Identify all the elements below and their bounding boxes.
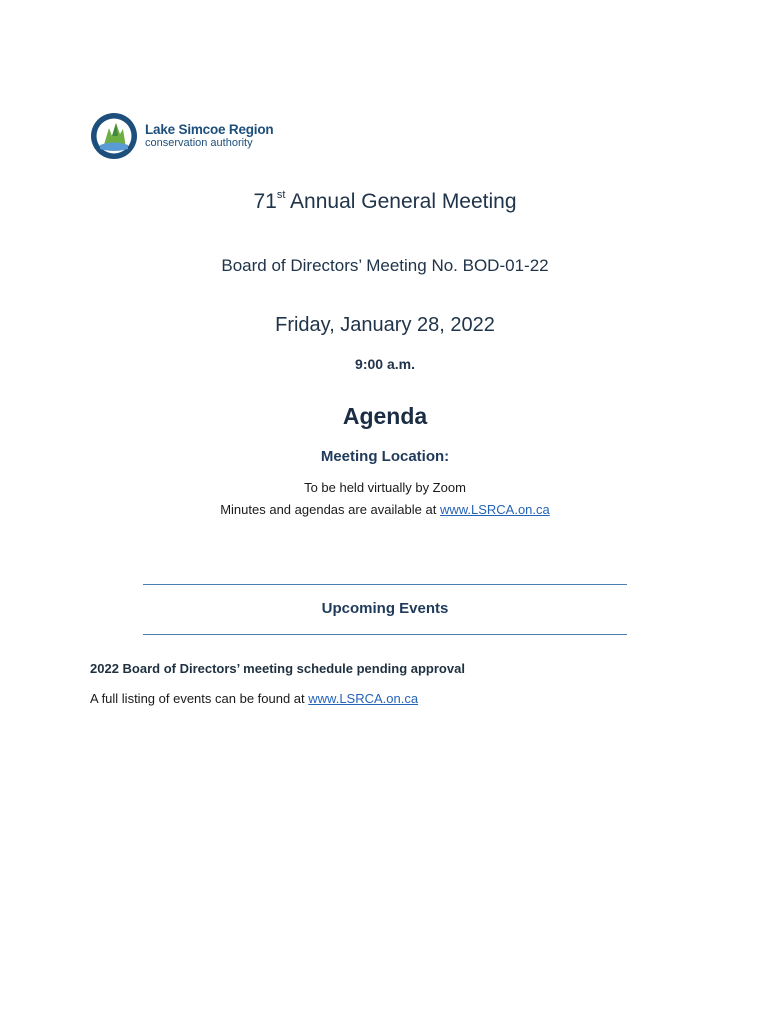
lsrca-logo-icon xyxy=(90,112,138,160)
divider-top xyxy=(143,584,627,585)
availability-text: Minutes and agendas are available at xyxy=(220,502,440,517)
meeting-location-heading: Meeting Location: xyxy=(320,448,450,465)
meeting-title xyxy=(0,190,770,214)
logo-subtitle: conservation authority xyxy=(145,136,253,149)
events-listing-line xyxy=(90,691,418,706)
title-text: Annual General Meeting xyxy=(285,190,517,213)
logo-name: Lake Simcoe Region xyxy=(145,122,274,138)
meeting-number: Board of Directors’ Meeting No. BOD-01-22 xyxy=(221,256,549,275)
meeting-time: 9:00 a.m. xyxy=(355,356,415,372)
availability-line xyxy=(0,502,770,517)
title-number: 71 xyxy=(253,190,277,213)
upcoming-events-heading: Upcoming Events xyxy=(321,600,449,617)
lsrca-website-link[interactable]: www.LSRCA.on.ca xyxy=(439,502,550,517)
meeting-location-text: To be held virtually by Zoom xyxy=(304,480,466,495)
events-website-link[interactable]: www.LSRCA.on.ca xyxy=(308,691,419,706)
title-ordinal-suffix: st xyxy=(276,189,286,201)
logo-text xyxy=(145,123,273,149)
schedule-note: 2022 Board of Directors’ meeting schedule pending approval xyxy=(90,661,465,676)
divider-bottom xyxy=(143,634,627,635)
organization-logo xyxy=(90,111,273,161)
meeting-date: Friday, January 28, 2022 xyxy=(275,314,495,336)
listing-text: A full listing of events can be found at xyxy=(90,691,309,706)
agenda-heading: Agenda xyxy=(342,403,428,429)
